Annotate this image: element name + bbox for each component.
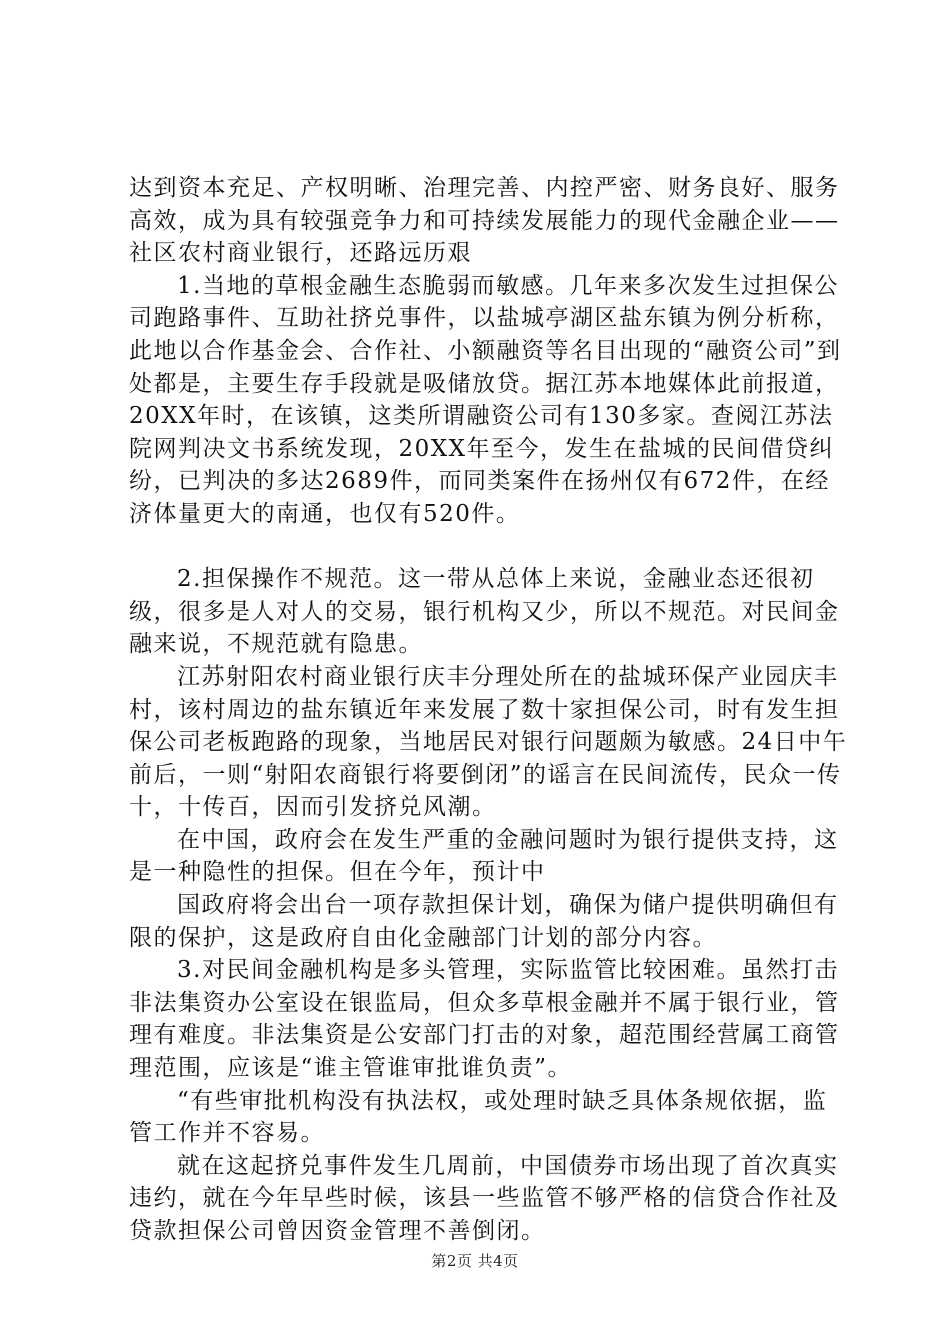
paragraph-6: 国政府将会出台一项存款担保计划，确保为储户提供明确但有限的保护，这是政府自由化金融部门计划的部分内容。 [129,892,839,951]
document-body [129,172,849,1248]
paragraph-4: 江苏射阳农村商业银行庆丰分理处所在的盐城环保产业园庆丰村，该村周边的盐东镇近年来发展了数十家担保公司，时有发生担保公司老板跑路的现象，当地居民对银行问题颇为敏感。24日中午前后，一则“射阳农商银行将要倒闭”的谣言在民间流传，民众一传十，十传百，因而引发挤兑风潮。 [129,663,848,821]
paragraph-8: “有些审批机构没有执法权，或处理时缺乏具体条规依据，监管工作并不容易。 [129,1087,828,1147]
page-number-footer: 第2页 共4页 [431,1252,519,1270]
paragraph-5: 在中国，政府会在发生严重的金融问题时为银行提供支持，这是一种隐性的担保。但在今年，预计中 [129,826,839,886]
paragraph-9: 就在这起挤兑事件发生几周前，中国债券市场出现了首次真实违约，就在今年早些时候，该县一些监管不够严格的信贷合作社及贷款担保公司曾因资金管理不善倒闭。 [129,1152,840,1244]
paragraph-2: 1.当地的草根金融生态脆弱而敏感。几年来多次发生过担保公司跑路事件、互助社挤兑事件，以盐城亭湖区盐东镇为例分析称，此地以合作基金会、合作社、小额融资等名目出现的“融资公司”到处都是，主要生存手段就是吸储放贷。据江苏本地媒体此前报道，20XX年时，在该镇，这类所谓融资公司有130多家。查阅江苏法院网判决文书系统发现，20XX年至今，发生在盐城的民间借贷纠纷，已判决的多达2689件，而同类案件在扬州仅有672件，在经济体量更大的南通，也仅有520件。 [129,272,842,527]
paragraph-spacer [129,531,849,564]
paragraph-7: 3.对民间金融机构是多头管理，实际监管比较困难。虽然打击非法集资办公室设在银监局，但众多草根金融并不属于银行业，管理有难度。非法集资是公安部门打击的对象，超范围经营属工商管理范围，应该是“谁主管谁审批谁负责”。 [129,957,840,1082]
paragraph-3: 2.担保操作不规范。这一带从总体上来说，金融业态还很初级，很多是人对人的交易，银行机构又少，所以不规范。对民间金融来说，不规范就有隐患。 [129,566,840,658]
paragraph-1: 达到资本充足、产权明晰、治理完善、内控严密、财务良好、服务高效，成为具有较强竞争力和可持续发展能力的现代金融企业——社区农村商业银行，还路远历艰 [129,175,840,267]
